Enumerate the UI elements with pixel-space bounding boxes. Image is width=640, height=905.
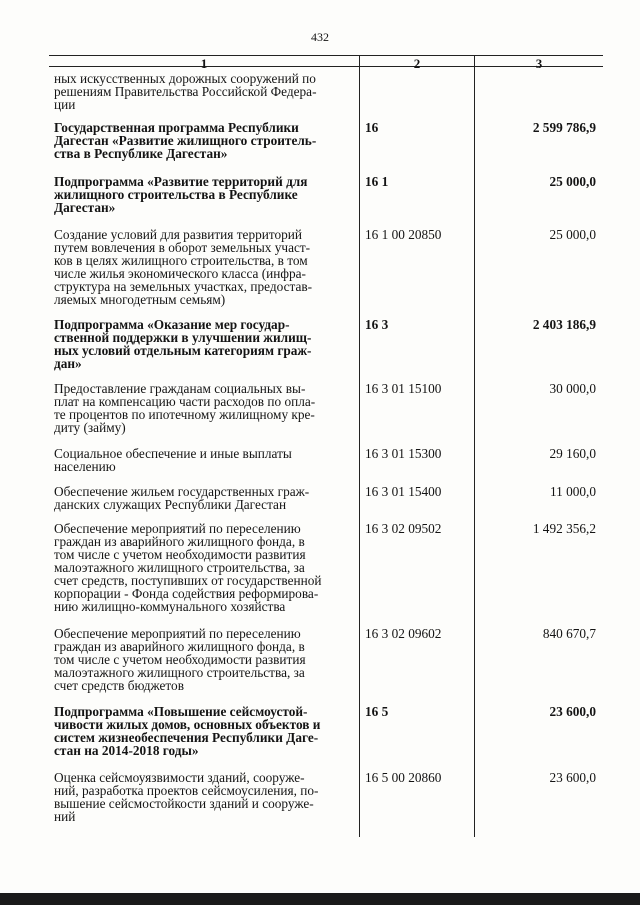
row-name: Предоставление гражданам социальных вы- плат на компенсацию части расходов по опла- те процентов по ипотечному жилищному кре- диту (займу)	[54, 381, 316, 435]
row-name: Обеспечение жильем государственных граж- данских служащих Республики Дагестан	[54, 484, 310, 512]
row-code: 16 3 01 15400	[365, 484, 442, 499]
row-name: Подпрограмма «Оказание мер государ- ственной поддержки в улучшении жилищ- ных условий отдельным категориям граж- дан»	[54, 317, 312, 371]
row-code: 16 3 02 09502	[365, 521, 442, 536]
row-name: Социальное обеспечение и иные выплаты населению	[54, 446, 292, 474]
row-code: 16 5 00 20860	[365, 770, 442, 785]
row-name: Обеспечение мероприятий по переселению граждан из аварийного жилищного фонда, в том числе с учетом необходимости развития малоэтажного жилищного строительства, за счет средств, поступивших от государственной корпорации - Фонда содействия реформирова- нию жилищно-коммунального хозяйства	[54, 521, 322, 614]
row-name: Государственная программа Республики Дагестан «Развитие жилищного строитель- ства в Республике Дагестан»	[54, 120, 317, 161]
column-header-1: 1	[200, 56, 208, 71]
row-code: 16 3 02 09602	[365, 626, 442, 641]
row-name: Оценка сейсмоуязвимости зданий, сооруже- ний, разработка проектов сейсмоусиления, по- вышение сейсмостойкости зданий и сооруже- ний	[54, 770, 319, 824]
row-amount: 23 600,0	[549, 770, 596, 785]
row-amount: 23 600,0	[549, 704, 596, 719]
row-amount: 2 403 186,9	[532, 317, 596, 332]
row-amount: 2 599 786,9	[532, 120, 596, 135]
row-name: Создание условий для развития территорий путем вовлечения в оборот земельных участ- ков в целях жилищного строительства, в том числе жилья экономического класса (инфра- структура на земельных участках, предостав- ляемых многодетным семьям)	[54, 227, 313, 307]
row-amount: 29 160,0	[549, 446, 596, 461]
row-name: Подпрограмма «Повышение сейсмоустой- чивости жилых домов, основных объектов и систем жизнеобеспечения Республики Даге- стан на 2014-2018 годы»	[54, 704, 321, 758]
row-name: Обеспечение мероприятий по переселению граждан из аварийного жилищного фонда, в том числе с учетом необходимости развития малоэтажного жилищного строительства, за счет средств бюджетов	[54, 626, 306, 693]
row-code: 16 3 01 15100	[365, 381, 442, 396]
column-divider-2	[474, 55, 475, 837]
row-name: ных искусственных дорожных сооружений по решениям Правительства Российской Федера- ции	[54, 71, 317, 112]
row-name: Подпрограмма «Развитие территорий для жилищного строительства в Республике Дагестан»	[54, 174, 308, 215]
row-amount: 30 000,0	[549, 381, 596, 396]
row-code: 16 3 01 15300	[365, 446, 442, 461]
column-header-3: 3	[535, 56, 543, 71]
row-code: 16 5	[365, 704, 389, 719]
row-code: 16 1	[365, 174, 389, 189]
row-code: 16	[365, 120, 379, 135]
budget-table	[49, 55, 603, 837]
scan-bottom-edge	[0, 893, 640, 905]
page-number: 432	[311, 30, 329, 44]
row-amount: 1 492 356,2	[532, 521, 596, 536]
row-amount: 25 000,0	[549, 227, 596, 242]
row-code: 16 1 00 20850	[365, 227, 442, 242]
column-header-2: 2	[413, 56, 421, 71]
row-amount: 11 000,0	[549, 484, 596, 499]
column-divider-1	[359, 55, 360, 837]
row-amount: 25 000,0	[549, 174, 596, 189]
row-amount: 840 670,7	[542, 626, 596, 641]
row-code: 16 3	[365, 317, 389, 332]
